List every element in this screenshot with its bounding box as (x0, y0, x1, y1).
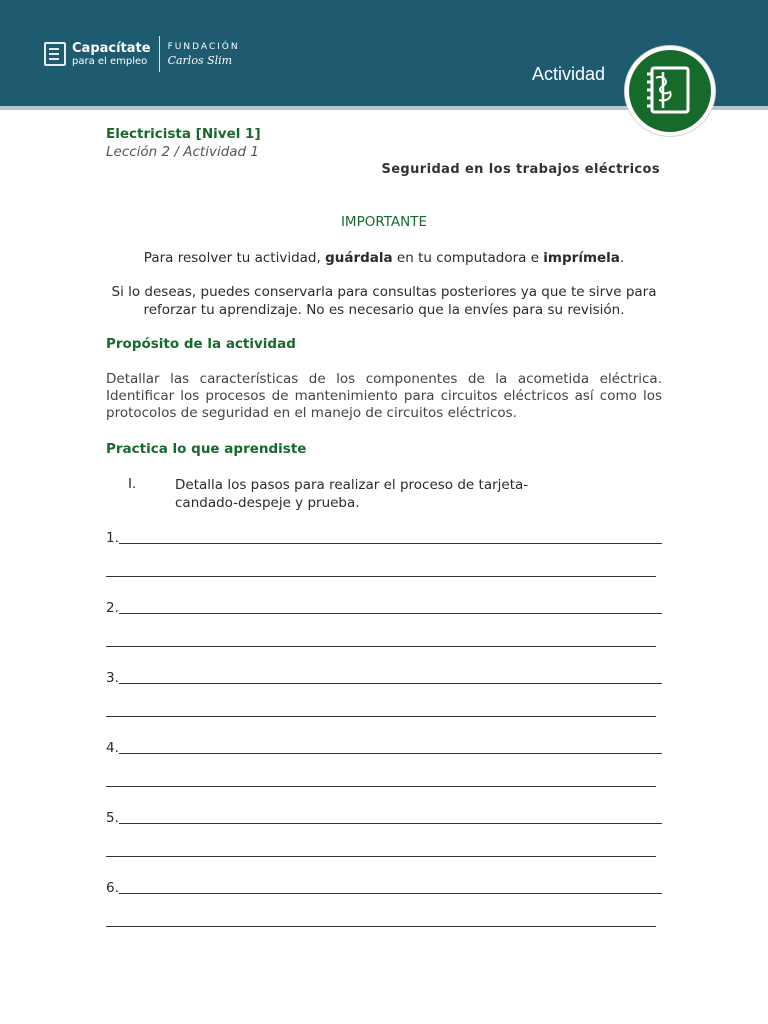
notebook-caduceus-icon (625, 46, 715, 136)
answer-number: 2. (106, 600, 119, 616)
answer-line-6[interactable] (106, 878, 662, 896)
answer-continuation-line[interactable] (106, 646, 656, 647)
answer-number: 6. (106, 880, 119, 896)
important-heading: IMPORTANTE (340, 214, 428, 230)
answer-line-2[interactable] (106, 598, 662, 616)
logo-divider (159, 36, 160, 72)
answer-line-1[interactable] (106, 528, 662, 546)
instructions-period: . (619, 250, 625, 266)
checklist-icon (44, 42, 66, 66)
topic-title: Seguridad en los trabajos eléctricos (381, 162, 660, 177)
capacitate-logo (44, 36, 240, 72)
answer-continuation-line[interactable] (106, 926, 656, 927)
activity-badge (625, 46, 715, 136)
instructions-paragraph (106, 249, 662, 267)
answer-continuation-line[interactable] (106, 576, 656, 577)
answer-line-5[interactable] (106, 808, 662, 826)
purpose-text: Detallar las características de los componentes de la acometida eléctrica. Identificar los procesos de mantenimiento para circuitos eléctricos así como los protocolos de seguridad en el manejo de circuitos eléctricos. (106, 371, 662, 421)
instructions-text-mid: en tu computadora e (392, 250, 544, 266)
lesson-label: Lección 2 / Actividad 1 (106, 144, 259, 160)
practice-heading: Practica lo que aprendiste (106, 441, 307, 457)
instructions-save: guárdala (325, 250, 393, 266)
answer-number: 4. (106, 740, 119, 756)
instructions-print: imprímela (543, 250, 620, 266)
answer-number: 3. (106, 670, 119, 686)
answer-line-3[interactable] (106, 668, 662, 686)
fundacion-label: FUNDACIÓN (167, 41, 240, 52)
logo-title: Capacítate (72, 40, 151, 56)
fundacion-name: Carlos Slim (167, 53, 233, 67)
question-text: Detalla los pasos para realizar el proceso de tarjeta-candado-despeje y prueba. (175, 477, 529, 511)
answer-continuation-line[interactable] (106, 856, 656, 857)
answer-continuation-line[interactable] (106, 786, 656, 787)
note-paragraph: Si lo deseas, puedes conservarla para consultas posteriores ya que te sirve para reforzar tu aprendizaje. No es necesario que la envíes para su revisión. (111, 284, 657, 318)
logo-subtitle: para el empleo (72, 55, 148, 67)
answer-continuation-line[interactable] (106, 716, 656, 717)
purpose-heading: Propósito de la actividad (106, 336, 296, 352)
answer-line-4[interactable] (106, 738, 662, 756)
answer-number: 1. (106, 530, 119, 546)
course-title: Electricista [Nivel 1] (106, 126, 261, 142)
question-number: I. (128, 476, 137, 492)
activity-label: Actividad (532, 64, 606, 84)
instructions-text: Para resolver tu actividad, (143, 250, 326, 266)
answer-number: 5. (106, 810, 119, 826)
